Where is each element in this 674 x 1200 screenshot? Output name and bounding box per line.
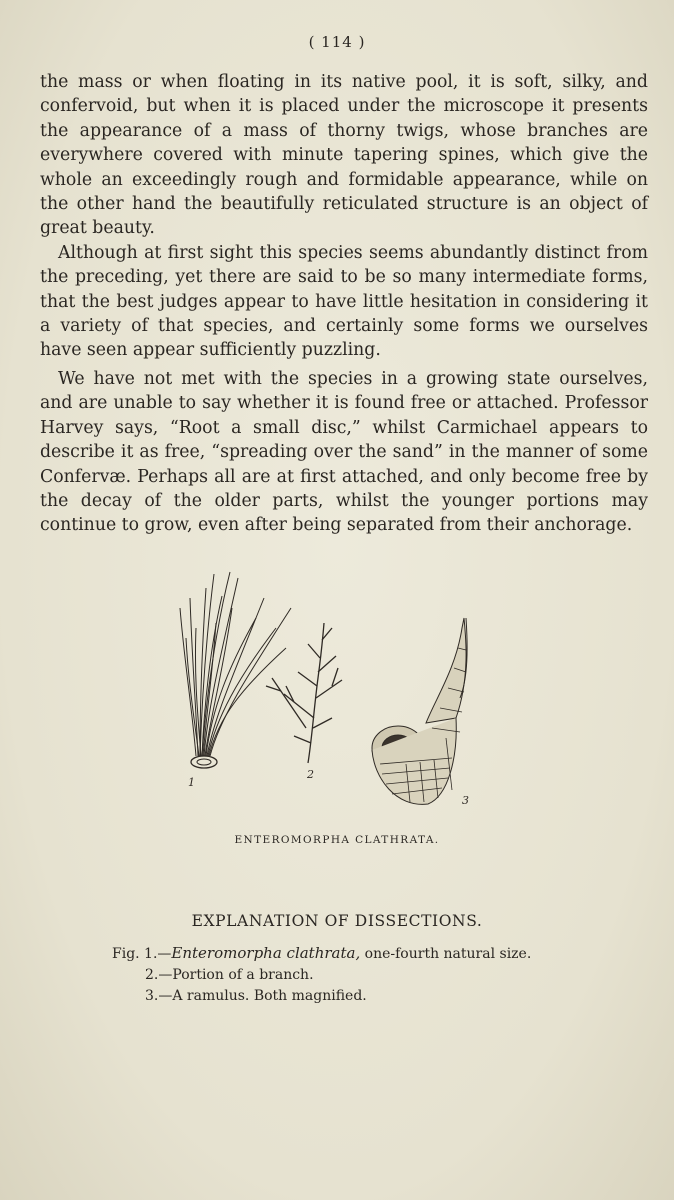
explanation-item-1 [112, 943, 531, 965]
explanation-text: one-fourth natural size. [360, 946, 532, 962]
explanation-prefix: Fig. 1.— [112, 946, 172, 962]
explanation-list [112, 943, 531, 1007]
figure-1-tuft [180, 572, 291, 768]
species-name: Enteromorpha clathrata, [171, 944, 361, 962]
explanation-prefix: 3.— [145, 988, 173, 1004]
figure-label-2: 2 [307, 768, 314, 781]
explanation-text: Portion of a branch. [172, 967, 314, 983]
figure-label-1: 1 [188, 776, 195, 789]
paragraph-1: the mass or when floating in its native pool, it is soft, silky, and confervoid, but when it is placed under the microscope it presents the appearance of a mass of thorny twigs, whose branches are everywhere covered with minute tapering spines, which give the whole an exceedingly rough and formidable appearance, while on the other hand the beautifully reticulated structure is an object of great beauty. [40, 72, 648, 239]
figure-2-branch [266, 623, 342, 763]
figure-3-ramulus [372, 618, 467, 804]
explanation-title: EXPLANATION OF DISSECTIONS. [191, 912, 483, 930]
engraving [166, 568, 506, 818]
figure-label-3: 3 [462, 794, 469, 807]
page-number: ( 114 ) [308, 33, 366, 51]
explanation-prefix: 2.— [145, 967, 173, 983]
explanation-item-3 [112, 986, 531, 1007]
paragraph-3: We have not met with the species in a growing state ourselves, and are unable to say whether it is found free or attached. Professor Harvey says, “Root a small disc,” whilst Carmichael appears to describe it as free, “spreading over the sand” in the manner of some Confervæ. Perhaps all are at first attached, and only become free by the decay of the older parts, whilst the younger portions may continue to grow, even after being separated from their anchorage. [40, 368, 648, 536]
explanation-item-2 [112, 965, 531, 986]
figure-caption: ENTEROMORPHA CLATHRATA. [234, 834, 440, 846]
body-text [40, 70, 648, 538]
explanation-text: A ramulus. Both magnified. [172, 988, 367, 1004]
paragraph-2: Although at first sight this species seems abundantly distinct from the preceding, yet there are said to be so many intermediate forms, that the best judges appear to have little hesitation in considering it a variety of that species, and certainly some forms we ourselves have seen appear sufficiently puzzling. [40, 242, 648, 361]
seaweed-illustration [166, 568, 506, 818]
